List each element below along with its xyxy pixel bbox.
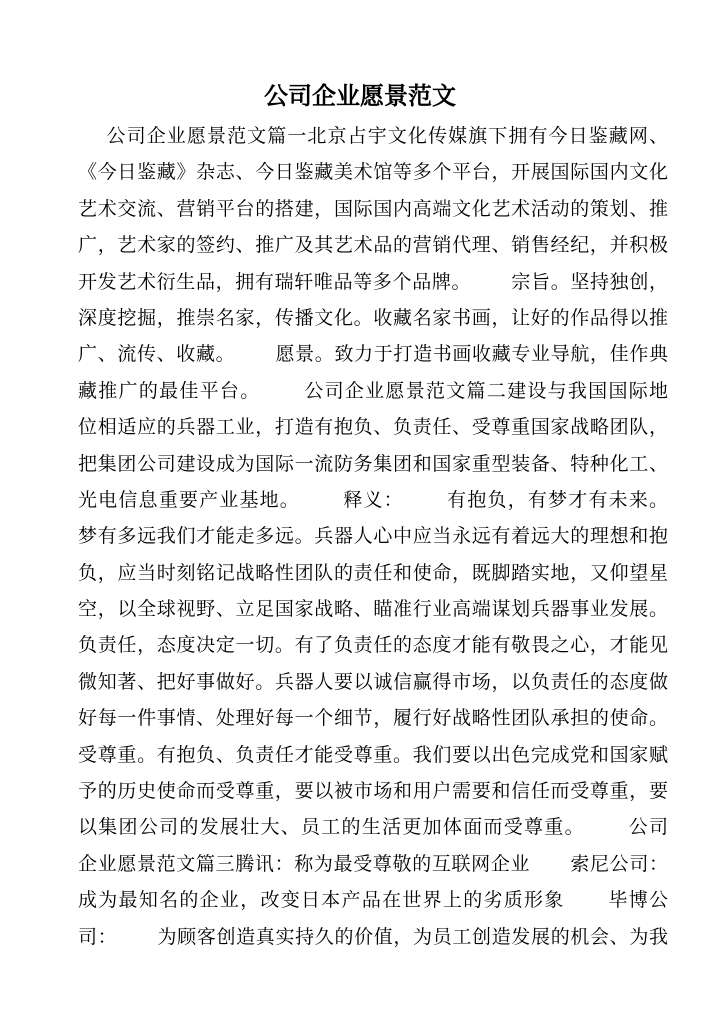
body-line: 空，以全球视野、立足国家战略、瞄准行业高端谋划兵器事业发展。: [78, 598, 668, 621]
body-line: 司： 为顾客创造真实持久的价值，为员工创造发展的机会、为我: [78, 925, 668, 948]
body-line: 企业愿景范文篇三腾讯：称为最受尊敬的互联网企业 索尼公司：: [78, 852, 668, 875]
document-title: 公司企业愿景范文: [264, 81, 456, 110]
body-line: 开发艺术衍生品，拥有瑞轩唯品等多个品牌。 宗旨。坚持独创，: [78, 270, 668, 293]
body-line: 广，艺术家的签约、推广及其艺术品的营销代理、销售经纪，并积极: [78, 234, 668, 257]
document-body: [78, 118, 668, 955]
body-line: 梦有多远我们才能走多远。兵器人心中应当永远有着远大的理想和抱: [78, 525, 668, 548]
body-line: 受尊重。有抱负、负责任才能受尊重。我们要以出色完成党和国家赋: [78, 743, 668, 766]
body-line: 把集团公司建设成为国际一流防务集团和国家重型装备、特种化工、: [78, 452, 668, 475]
body-line: 广、流传、收藏。 愿景。致力于打造书画收藏专业导航，佳作典: [78, 343, 668, 366]
body-line: 成为最知名的企业，改变日本产品在世界上的劣质形象 毕博公: [78, 889, 668, 912]
body-line: 微知著、把好事做好。兵器人要以诚信赢得市场，以负责任的态度做: [78, 670, 668, 693]
body-line: 负，应当时刻铭记战略性团队的责任和使命，既脚踏实地，又仰望星: [78, 561, 668, 584]
body-line: 位相适应的兵器工业，打造有抱负、负责任、受尊重国家战略团队，: [78, 416, 668, 439]
body-line: 予的历史使命而受尊重，要以被市场和用户需要和信任而受尊重，要: [78, 780, 668, 803]
body-line: 深度挖掘，推崇名家，传播文化。收藏名家书画，让好的作品得以推: [78, 306, 668, 329]
body-line: 光电信息重要产业基地。 释义： 有抱负，有梦才有未来。: [78, 488, 668, 511]
body-line: 《今日鉴藏》杂志、今日鉴藏美术馆等多个平台，开展国际国内文化: [78, 161, 668, 184]
body-line: 负责任，态度决定一切。有了负责任的态度才能有敬畏之心，才能见: [78, 634, 668, 657]
body-line: 公司企业愿景范文篇一北京占宇文化传媒旗下拥有今日鉴藏网、: [78, 125, 668, 147]
body-line: 藏推广的最佳平台。 公司企业愿景范文篇二建设与我国国际地: [78, 379, 668, 402]
body-line: 以集团公司的发展壮大、员工的生活更加体面而受尊重。 公司: [78, 816, 668, 839]
body-line: 好每一件事情、处理好每一个细节，履行好战略性团队承担的使命。: [78, 707, 668, 730]
body-line: 艺术交流、营销平台的搭建，国际国内高端文化艺术活动的策划、推: [78, 197, 668, 220]
